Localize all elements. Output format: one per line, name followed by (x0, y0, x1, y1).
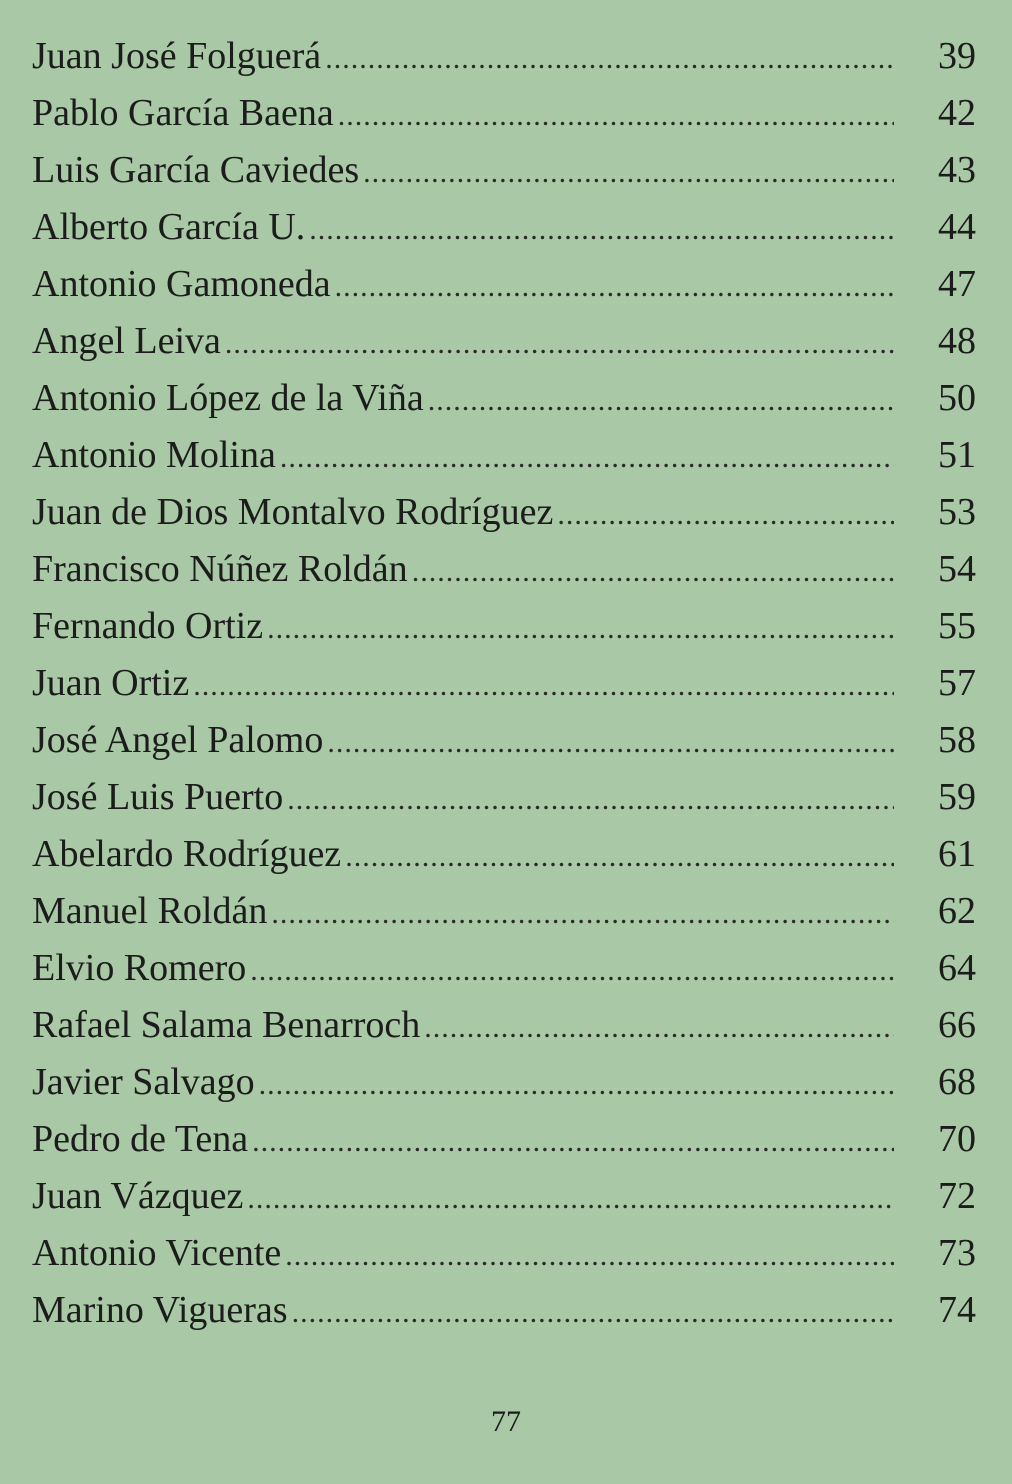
dot-leader (412, 543, 894, 600)
toc-entry (32, 883, 976, 940)
dot-leader (285, 1227, 894, 1284)
toc-entry (32, 142, 976, 199)
dot-leader (345, 828, 894, 885)
table-of-contents (32, 28, 976, 1339)
toc-entry-page: 61 (938, 833, 976, 875)
toc-entry-name: Pedro de Tena (32, 1118, 249, 1160)
toc-entry-page: 47 (938, 263, 976, 305)
toc-entry-page: 68 (938, 1061, 976, 1103)
toc-entry-name: Pablo García Baena (32, 92, 334, 134)
toc-entry (32, 712, 976, 769)
toc-entry-name: Luis García Caviedes (32, 149, 360, 191)
dot-leader (225, 315, 894, 372)
dot-leader (247, 1170, 894, 1227)
toc-entry-name: Fernando Ortiz (32, 605, 264, 647)
dot-leader (250, 942, 894, 999)
toc-entry (32, 655, 976, 712)
toc-entry (32, 28, 976, 85)
toc-entry-page: 73 (938, 1232, 976, 1274)
dot-leader (287, 771, 894, 828)
toc-entry-name: Juan Ortiz (32, 662, 190, 704)
toc-entry-page: 50 (938, 377, 976, 419)
toc-entry-name: Javier Salvago (32, 1061, 255, 1103)
toc-entry-page: 54 (938, 548, 976, 590)
toc-entry (32, 199, 976, 256)
dot-leader (363, 144, 894, 201)
toc-entry-page: 62 (938, 890, 976, 932)
toc-entry (32, 256, 976, 313)
toc-entry-name: Alberto García U. (32, 206, 306, 248)
toc-entry-page: 53 (938, 491, 976, 533)
toc-entry-page: 55 (938, 605, 976, 647)
toc-entry (32, 313, 976, 370)
toc-entry-name: Juan de Dios Montalvo Rodríguez (32, 491, 554, 533)
dot-leader (424, 999, 894, 1056)
dot-leader (280, 429, 894, 486)
toc-entry-page: 44 (938, 206, 976, 248)
toc-entry (32, 1111, 976, 1168)
toc-entry-page: 58 (938, 719, 976, 761)
toc-entry-name: Marino Vigueras (32, 1289, 288, 1331)
toc-entry-page: 64 (938, 947, 976, 989)
toc-entry-name: Antonio López de la Viña (32, 377, 424, 419)
toc-entry (32, 427, 976, 484)
toc-entry-page: 72 (938, 1175, 976, 1217)
dot-leader (428, 372, 894, 429)
toc-entry-page: 39 (938, 35, 976, 77)
dot-leader (557, 486, 894, 543)
dot-leader (292, 1284, 894, 1341)
toc-entry (32, 484, 976, 541)
toc-entry-name: José Luis Puerto (32, 776, 284, 818)
toc-entry (32, 826, 976, 883)
toc-entry-name: Rafael Salama Benarroch (32, 1004, 421, 1046)
toc-entry-name: Abelardo Rodríguez (32, 833, 342, 875)
toc-entry (32, 769, 976, 826)
toc-entry-name: Antonio Vicente (32, 1232, 282, 1274)
toc-entry-page: 57 (938, 662, 976, 704)
toc-entry-page: 74 (938, 1289, 976, 1331)
dot-leader (267, 600, 894, 657)
dot-leader (309, 201, 894, 258)
toc-entry (32, 1282, 976, 1339)
toc-entry-name: Antonio Gamoneda (32, 263, 331, 305)
toc-entry (32, 1225, 976, 1282)
toc-entry-page: 66 (938, 1004, 976, 1046)
toc-entry (32, 85, 976, 142)
toc-entry-page: 59 (938, 776, 976, 818)
toc-entry-page: 70 (938, 1118, 976, 1160)
toc-entry-name: Angel Leiva (32, 320, 221, 362)
toc-entry-name: Francisco Núñez Roldán (32, 548, 408, 590)
dot-leader (252, 1113, 894, 1170)
toc-entry (32, 1168, 976, 1225)
toc-entry (32, 541, 976, 598)
toc-entry (32, 370, 976, 427)
dot-leader (325, 30, 894, 87)
toc-entry-page: 51 (938, 434, 976, 476)
toc-entry-name: Manuel Roldán (32, 890, 268, 932)
toc-entry-name: Antonio Molina (32, 434, 276, 476)
toc-entry (32, 1054, 976, 1111)
dot-leader (335, 258, 894, 315)
dot-leader (271, 885, 894, 942)
toc-entry-page: 48 (938, 320, 976, 362)
toc-entry-page: 42 (938, 92, 976, 134)
page-number: 77 (491, 1405, 521, 1438)
dot-leader (193, 657, 894, 714)
toc-entry-name: Juan José Folguerá (32, 35, 322, 77)
toc-entry-name: Juan Vázquez (32, 1175, 244, 1217)
toc-entry-name: José Angel Palomo (32, 719, 324, 761)
dot-leader (327, 714, 894, 771)
toc-entry-page: 43 (938, 149, 976, 191)
dot-leader (338, 87, 894, 144)
toc-entry-name: Elvio Romero (32, 947, 247, 989)
toc-entry (32, 997, 976, 1054)
toc-entry (32, 940, 976, 997)
toc-entry (32, 598, 976, 655)
dot-leader (259, 1056, 894, 1113)
